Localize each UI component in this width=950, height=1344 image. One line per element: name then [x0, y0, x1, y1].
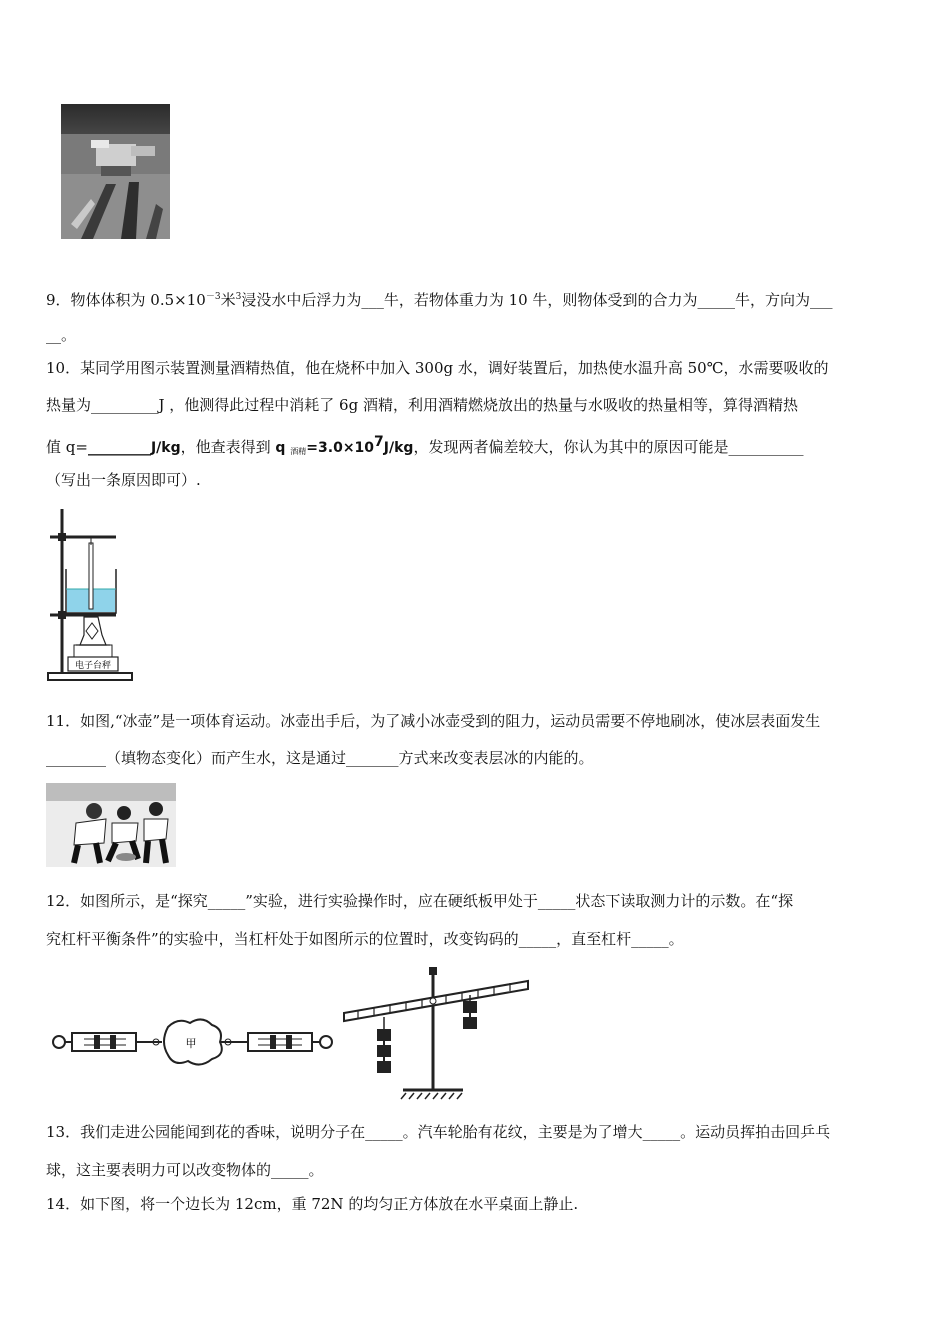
q10-line-1: 10．某同学用图示装置测量酒精热值，他在烧杯中加入 300g 水，调好装置后，加热使水温升高 50℃，水需要吸收的 — [46, 359, 829, 377]
scale-label: 电子台秤 — [74, 661, 112, 671]
q13-line-1: 13．我们走进公园能闻到花的香味，说明分子在_____。汽车轮胎有花纹，主要是为了增大_____。运动员挥拍击回乒乓 — [46, 1123, 831, 1141]
q9-line-1: 9．物体体积为 $0.5\times 10^{-3}$米$^3$浸没水中后浮力为___牛，若物体重力为 10 牛，则物体受到的合力为_____牛，方向为___ — [46, 291, 833, 309]
lever-diagram — [338, 965, 533, 1100]
q11-line-1: 11．如图,“冰壶”是一项体育运动。冰壶出手后，为了减小冰壶受到的阻力，运动员需要不停地刷冰，使冰层表面发生 — [46, 712, 821, 730]
q9-line-2: __。 — [46, 326, 77, 344]
curling-photo — [46, 783, 176, 867]
heating-apparatus-diagram — [46, 505, 136, 683]
lunar-rover-photo — [61, 104, 170, 239]
q13-line-2: 球，这主要表明力可以改变物体的_____。 — [46, 1161, 324, 1179]
q12-line-1: 12．如图所示，是“探究_____”实验，进行实验操作时，应在硬纸板甲处于_____状态下读取测力计的示数。在“探 — [46, 892, 794, 910]
q10-line-3: 值 q=_________J/kg，他查表得到 q $_{酒精}=3.0\times 10^7J/kg$，发现两者偏差较大，你认为其中的原因可能是__________ — [46, 434, 804, 456]
q12-line-2: 究杠杆平衡条件”的实验中，当杠杆处于如图所示的位置时，改变钩码的_____，直至杠杆_____。 — [46, 930, 684, 948]
force-meter-diagram — [50, 1015, 335, 1070]
cardboard-label: 甲 — [185, 1037, 197, 1050]
q10-line-4: （写出一条原因即可）. — [46, 471, 201, 489]
q10-line-2: 热量为_________J ，他测得此过程中消耗了 6g 酒精，利用酒精燃烧放出的热量与水吸收的热量相等，算得酒精热 — [46, 396, 798, 414]
q14-line-1: 14．如下图，将一个边长为 12cm，重 72N 的均匀正方体放在水平桌面上静止. — [46, 1195, 579, 1213]
q11-line-2: ________（填物态变化）而产生水，这是通过_______方式来改变表层冰的内能的。 — [46, 749, 594, 767]
